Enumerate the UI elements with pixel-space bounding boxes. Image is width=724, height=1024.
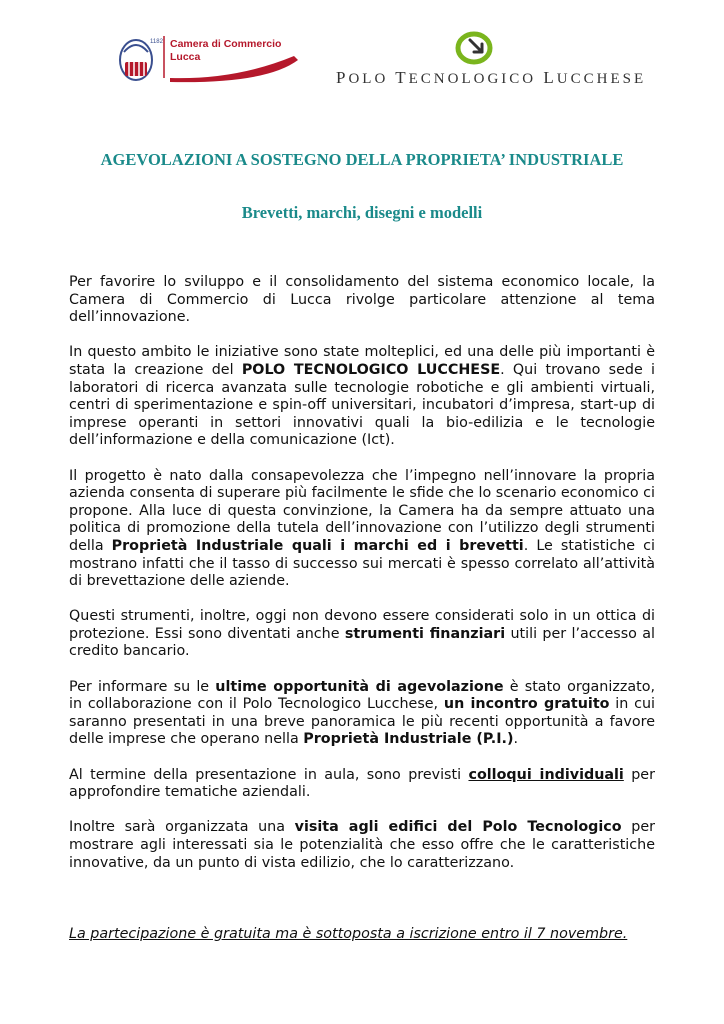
text-run: . Qui trovano sede i laboratori di ricerca avanzata sulle tecnologie robotiche e gli ambienti virtuali, centri di sperimentazione e spin-off universitari, incubatori d’impresa, start-up di imprese operanti in settori innovativi quali la bio-edilizia e le tecnologie dell’informazione e della comunicazione (Ict). [69, 361, 655, 449]
text-run: utili per l’accesso al credito bancario. [69, 625, 655, 660]
bold-run: Proprietà Industriale (P.I.) [303, 731, 514, 748]
wordmark-part: L [536, 68, 557, 87]
paragraph-4 [69, 608, 655, 661]
bold-run: un incontro gratuito [443, 696, 610, 713]
camera-logo-year: 1182 [150, 39, 163, 45]
wordmark-part: OLO [348, 71, 389, 87]
text-run: Inoltre sarà organizzata una [69, 819, 295, 836]
text-run: Il progetto è nato dalla consapevolezza che l’impegno nell’innovare la propria azienda consenta di superare più facilmente le sfide che lo scenario economico ci propone. Alla luce di questa convinzione, la Camera ha da sempre attuato una politica di promozione della tutela dell’innovazione con l’utilizzo degli strumenti della [69, 467, 655, 554]
bold-run: visita agli edifici del Polo Tecnologico [294, 819, 622, 836]
text-run: Per informare su le [69, 678, 216, 695]
wordmark-part: ECNOLOGICO [408, 71, 537, 87]
registration-note: La partecipazione è gratuita ma è sottoposta a iscrizione entro il 7 novembre. [69, 926, 628, 942]
text-run: Questi strumenti, inoltre, oggi non devono essere considerati solo in un ottica di protezione. Essi sono diventati anche [69, 608, 655, 642]
wordmark-part: T [388, 68, 409, 87]
paragraph-6 [69, 767, 655, 802]
text-run: è stato organizzato, in collaborazione con il Polo Tecnologico Lucchese, [69, 678, 656, 713]
text-run: per approfondire tematiche aziendali. [69, 766, 655, 801]
bold-run: POLO TECNOLOGICO LUCCHESE [241, 361, 501, 378]
bold-run: Proprietà Industriale quali i marchi ed i brevetti [111, 537, 524, 554]
text-run: Al termine della presentazione in aula, sono previsti [69, 766, 469, 783]
polo-tecnologico-logo-icon [454, 28, 498, 66]
document-body [69, 274, 655, 890]
text-run: In questo ambito le iniziative sono state molteplici, ed una delle più importanti è stata la creazione del [69, 344, 655, 378]
text-run: . Le statistiche ci mostrano infatti che il tasso di successo sui mercati è spesso correlato all’attività di brevettazione delle aziende. [69, 537, 655, 590]
text-run: in cui saranno presentati in una breve panoramica le più recenti opportunità a favore delle imprese che operano nella [69, 696, 655, 748]
paragraph-1: Per favorire lo sviluppo e il consolidamento del sistema economico locale, la Camera di Commercio di Lucca rivolge particolare attenzione al tema dell’innovazione. [69, 274, 655, 326]
bold-underlined-run: colloqui individuali [468, 766, 624, 783]
paragraph-5 [69, 679, 655, 749]
polo-tecnologico-wordmark [336, 68, 647, 88]
camera-di-commercio-logo [116, 30, 306, 90]
text-run: per mostrare agli interessati sia le potenzialità che esso offre che le caratteristiche innovative, da un punto di vista edilizio, che lo caratterizzano. [69, 819, 655, 871]
camera-logo-line2: Lucca [170, 51, 201, 63]
paragraph-7 [69, 819, 655, 872]
bold-run: strumenti finanziari [344, 625, 506, 642]
text-run: . [513, 731, 519, 748]
bold-run: ultime opportunità di agevolazione [215, 678, 504, 695]
camera-logo-line1: Camera di Commercio [170, 38, 282, 50]
page-title: AGEVOLAZIONI A SOSTEGNO DELLA PROPRIETA’ INDUSTRIALE [100, 150, 624, 169]
page-subtitle: Brevetti, marchi, disegni e modelli [241, 203, 483, 222]
paragraph-2 [69, 344, 655, 450]
paragraph-3 [69, 468, 655, 591]
wordmark-part: UCCHESE [556, 71, 647, 87]
camera-crest-icon [120, 40, 152, 80]
wordmark-part: P [336, 68, 349, 87]
